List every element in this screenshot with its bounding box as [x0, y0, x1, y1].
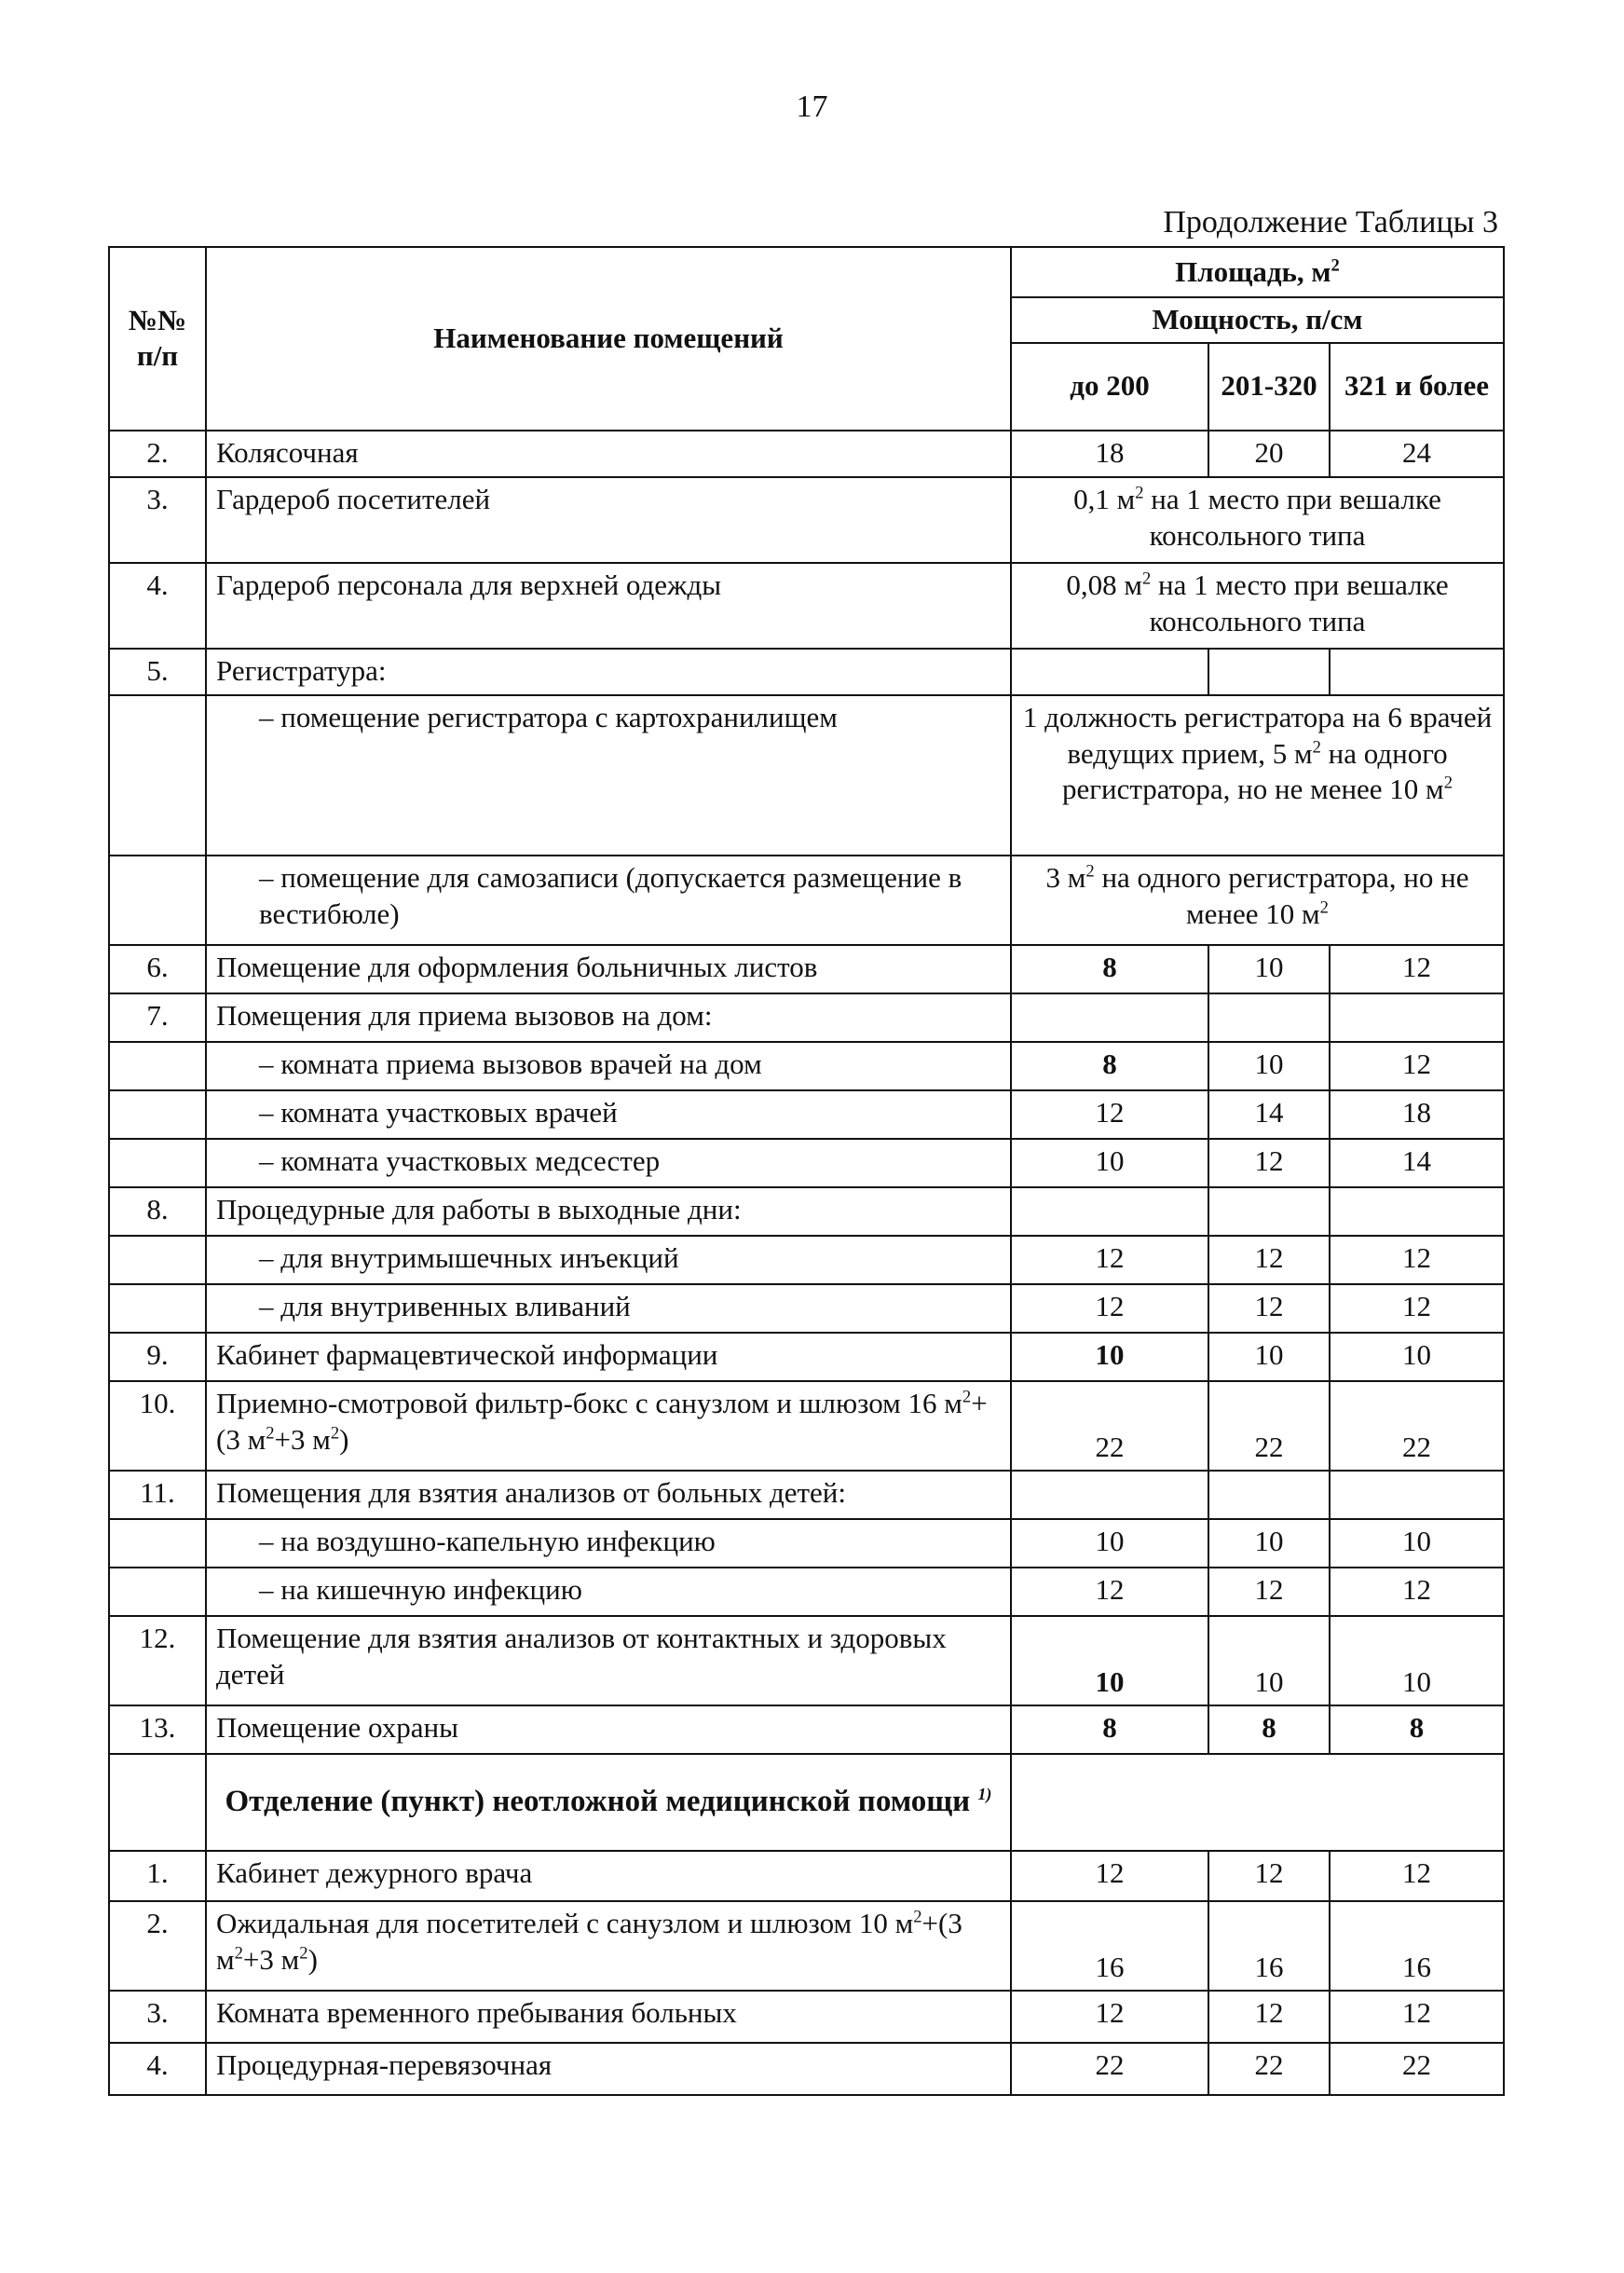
- room-name: Помещения для приема вызовов на дом:: [206, 993, 1011, 1042]
- area-value: [1011, 649, 1208, 695]
- area-norm: 1 должность регистратора на 6 врачей ведущих прием, 5 $м^2$ на одного регистратора, но не менее 10 $м^2$: [1011, 695, 1504, 856]
- area-value: 12: [1011, 1090, 1208, 1139]
- area-value: [1208, 1471, 1330, 1519]
- room-name: – на воздушно-капельную инфекцию: [206, 1519, 1011, 1568]
- row-number: [109, 1042, 206, 1090]
- area-value: 18: [1330, 1090, 1504, 1139]
- area-value: 10: [1208, 945, 1330, 993]
- area-header: Площадь, $м^2$: [1011, 247, 1504, 297]
- room-name: Помещение для оформления больничных листов: [206, 945, 1011, 993]
- area-value: 12: [1011, 1851, 1208, 1901]
- table-row: [109, 1042, 1504, 1090]
- area-value: [1208, 1187, 1330, 1236]
- area-value: [1011, 1187, 1208, 1236]
- area-value: 12: [1208, 1236, 1330, 1284]
- row-number: [109, 1236, 206, 1284]
- area-value: 8: [1011, 945, 1208, 993]
- row-number: 13.: [109, 1705, 206, 1754]
- capacity-col-2: 201-320: [1208, 343, 1330, 431]
- table-row: [109, 1901, 1504, 1991]
- name-col-header: Наименование помещений: [206, 247, 1011, 431]
- area-value: 10: [1011, 1616, 1208, 1705]
- table-row: [109, 2043, 1504, 2095]
- area-value: 10: [1330, 1519, 1504, 1568]
- section-row: [109, 1754, 1504, 1851]
- table-row: [109, 1851, 1504, 1901]
- table-row: [109, 1381, 1504, 1471]
- area-value: 12: [1011, 1991, 1208, 2043]
- table-row: [109, 945, 1504, 993]
- room-name: Гардероб посетителей: [206, 477, 1011, 563]
- area-value: 22: [1011, 2043, 1208, 2095]
- room-name: – комната приема вызовов врачей на дом: [206, 1042, 1011, 1090]
- row-number: 10.: [109, 1381, 206, 1471]
- area-value: 12: [1330, 1568, 1504, 1616]
- section-title: Отделение (пункт) неотложной медицинской помощи $^{1)}$: [206, 1754, 1011, 1851]
- row-number: 6.: [109, 945, 206, 993]
- area-value: 8: [1208, 1705, 1330, 1754]
- row-number: [109, 1754, 206, 1851]
- room-name: Помещения для взятия анализов от больных детей:: [206, 1471, 1011, 1519]
- table-row: [109, 1616, 1504, 1705]
- room-name: Кабинет фармацевтической информации: [206, 1333, 1011, 1381]
- row-number: 4.: [109, 563, 206, 649]
- table-row: [109, 856, 1504, 945]
- row-number: 5.: [109, 649, 206, 695]
- area-value: 12: [1330, 1991, 1504, 2043]
- area-value: 10: [1011, 1139, 1208, 1187]
- area-value: 16: [1011, 1901, 1208, 1991]
- room-name: Помещение для взятия анализов от контактных и здоровых детей: [206, 1616, 1011, 1705]
- area-value: 24: [1330, 431, 1504, 477]
- area-value: 10: [1330, 1333, 1504, 1381]
- area-value: 14: [1208, 1090, 1330, 1139]
- area-value: 12: [1208, 1284, 1330, 1333]
- row-number: 1.: [109, 1851, 206, 1901]
- rooms-table: [108, 246, 1505, 2096]
- room-name: – комната участковых медсестер: [206, 1139, 1011, 1187]
- area-norm: 0,1 $м^2$ на 1 место при вешалке консольного типа: [1011, 477, 1504, 563]
- area-value: 22: [1208, 1381, 1330, 1471]
- room-name: Ожидальная для посетителей с санузлом и шлюзом 10 $м^2+(3$ $м^2+3$ $м^2$): [206, 1901, 1011, 1991]
- area-value: [1208, 649, 1330, 695]
- num-col-header: №№ п/п: [109, 247, 206, 431]
- header-row: [109, 247, 1504, 297]
- row-number: 4.: [109, 2043, 206, 2095]
- room-name: – на кишечную инфекцию: [206, 1568, 1011, 1616]
- row-number: 2.: [109, 1901, 206, 1991]
- area-value: 20: [1208, 431, 1330, 477]
- table-row: [109, 1236, 1504, 1284]
- table-row: [109, 431, 1504, 477]
- area-value: [1330, 1187, 1504, 1236]
- room-name: – комната участковых врачей: [206, 1090, 1011, 1139]
- area-value: 16: [1330, 1901, 1504, 1991]
- table-row: [109, 1284, 1504, 1333]
- area-value: 12: [1208, 1991, 1330, 2043]
- area-value: 18: [1011, 431, 1208, 477]
- room-name: – помещение для самозаписи (допускается размещение в вестибюле): [206, 856, 1011, 945]
- area-norm: 3 $м^2$ на одного регистратора, но не менее 10 $м^2$: [1011, 856, 1504, 945]
- area-value: [1208, 993, 1330, 1042]
- row-number: 12.: [109, 1616, 206, 1705]
- area-value: [1330, 1471, 1504, 1519]
- area-value: 22: [1011, 1381, 1208, 1471]
- area-value: 12: [1208, 1568, 1330, 1616]
- area-value: 12: [1330, 1042, 1504, 1090]
- table-row: [109, 1090, 1504, 1139]
- row-number: [109, 695, 206, 856]
- area-value: 8: [1330, 1705, 1504, 1754]
- capacity-col-3: 321 и более: [1330, 343, 1504, 431]
- area-value: 12: [1208, 1139, 1330, 1187]
- area-value: 10: [1011, 1333, 1208, 1381]
- row-number: 3.: [109, 1991, 206, 2043]
- row-number: 11.: [109, 1471, 206, 1519]
- area-value: 12: [1011, 1236, 1208, 1284]
- row-number: [109, 856, 206, 945]
- table-row: [109, 1568, 1504, 1616]
- row-number: [109, 1519, 206, 1568]
- area-value: [1330, 649, 1504, 695]
- area-value: 8: [1011, 1042, 1208, 1090]
- room-name: Процедурная-перевязочная: [206, 2043, 1011, 2095]
- area-value: 22: [1330, 2043, 1504, 2095]
- table-row: [109, 695, 1504, 856]
- area-value: 10: [1011, 1519, 1208, 1568]
- table-row: [109, 1333, 1504, 1381]
- row-number: 8.: [109, 1187, 206, 1236]
- area-value: 10: [1208, 1042, 1330, 1090]
- room-name: Гардероб персонала для верхней одежды: [206, 563, 1011, 649]
- room-name: – помещение регистратора с картохранилищем: [206, 695, 1011, 856]
- area-value: 12: [1330, 945, 1504, 993]
- table-caption: Продолжение Таблицы 3: [1163, 205, 1498, 240]
- room-name: Регистратура:: [206, 649, 1011, 695]
- room-name: Процедурные для работы в выходные дни:: [206, 1187, 1011, 1236]
- room-name: Помещение охраны: [206, 1705, 1011, 1754]
- room-name: Приемно-смотровой фильтр-бокс с санузлом и шлюзом 16 $м^2+(3$ $м^2+3$ $м^2$): [206, 1381, 1011, 1471]
- room-name: Кабинет дежурного врача: [206, 1851, 1011, 1901]
- area-value: 12: [1011, 1568, 1208, 1616]
- table-row: [109, 1705, 1504, 1754]
- table-row: [109, 1471, 1504, 1519]
- table-row: [109, 563, 1504, 649]
- area-value: 8: [1011, 1705, 1208, 1754]
- area-value: 16: [1208, 1901, 1330, 1991]
- capacity-col-1: до 200: [1011, 343, 1208, 431]
- room-name: Колясочная: [206, 431, 1011, 477]
- area-value: 10: [1208, 1519, 1330, 1568]
- capacity-header: Мощность, п/см: [1011, 297, 1504, 343]
- table-row: [109, 1519, 1504, 1568]
- room-name: – для внутримышечных инъекций: [206, 1236, 1011, 1284]
- row-number: 3.: [109, 477, 206, 563]
- area-value: 12: [1011, 1284, 1208, 1333]
- room-name: Комната временного пребывания больных: [206, 1991, 1011, 2043]
- table-row: [109, 1991, 1504, 2043]
- row-number: [109, 1139, 206, 1187]
- area-value: 10: [1208, 1616, 1330, 1705]
- table-row: [109, 1139, 1504, 1187]
- area-value: 22: [1208, 2043, 1330, 2095]
- area-value: 12: [1208, 1851, 1330, 1901]
- room-name: – для внутривенных вливаний: [206, 1284, 1011, 1333]
- area-value: 12: [1330, 1284, 1504, 1333]
- area-norm: 0,08 $м^2$ на 1 место при вешалке консольного типа: [1011, 563, 1504, 649]
- table-row: [109, 993, 1504, 1042]
- area-value: [1330, 993, 1504, 1042]
- area-value: [1011, 993, 1208, 1042]
- area-value: 12: [1330, 1236, 1504, 1284]
- area-value: [1011, 1471, 1208, 1519]
- area-value: 10: [1330, 1616, 1504, 1705]
- row-number: 7.: [109, 993, 206, 1042]
- row-number: 2.: [109, 431, 206, 477]
- page-number: 17: [796, 89, 828, 124]
- area-value: [1011, 1754, 1504, 1851]
- table-row: [109, 649, 1504, 695]
- row-number: 9.: [109, 1333, 206, 1381]
- area-value: 10: [1208, 1333, 1330, 1381]
- table-row: [109, 1187, 1504, 1236]
- area-value: 14: [1330, 1139, 1504, 1187]
- row-number: [109, 1284, 206, 1333]
- area-value: 12: [1330, 1851, 1504, 1901]
- table-row: [109, 477, 1504, 563]
- area-value: 22: [1330, 1381, 1504, 1471]
- row-number: [109, 1090, 206, 1139]
- row-number: [109, 1568, 206, 1616]
